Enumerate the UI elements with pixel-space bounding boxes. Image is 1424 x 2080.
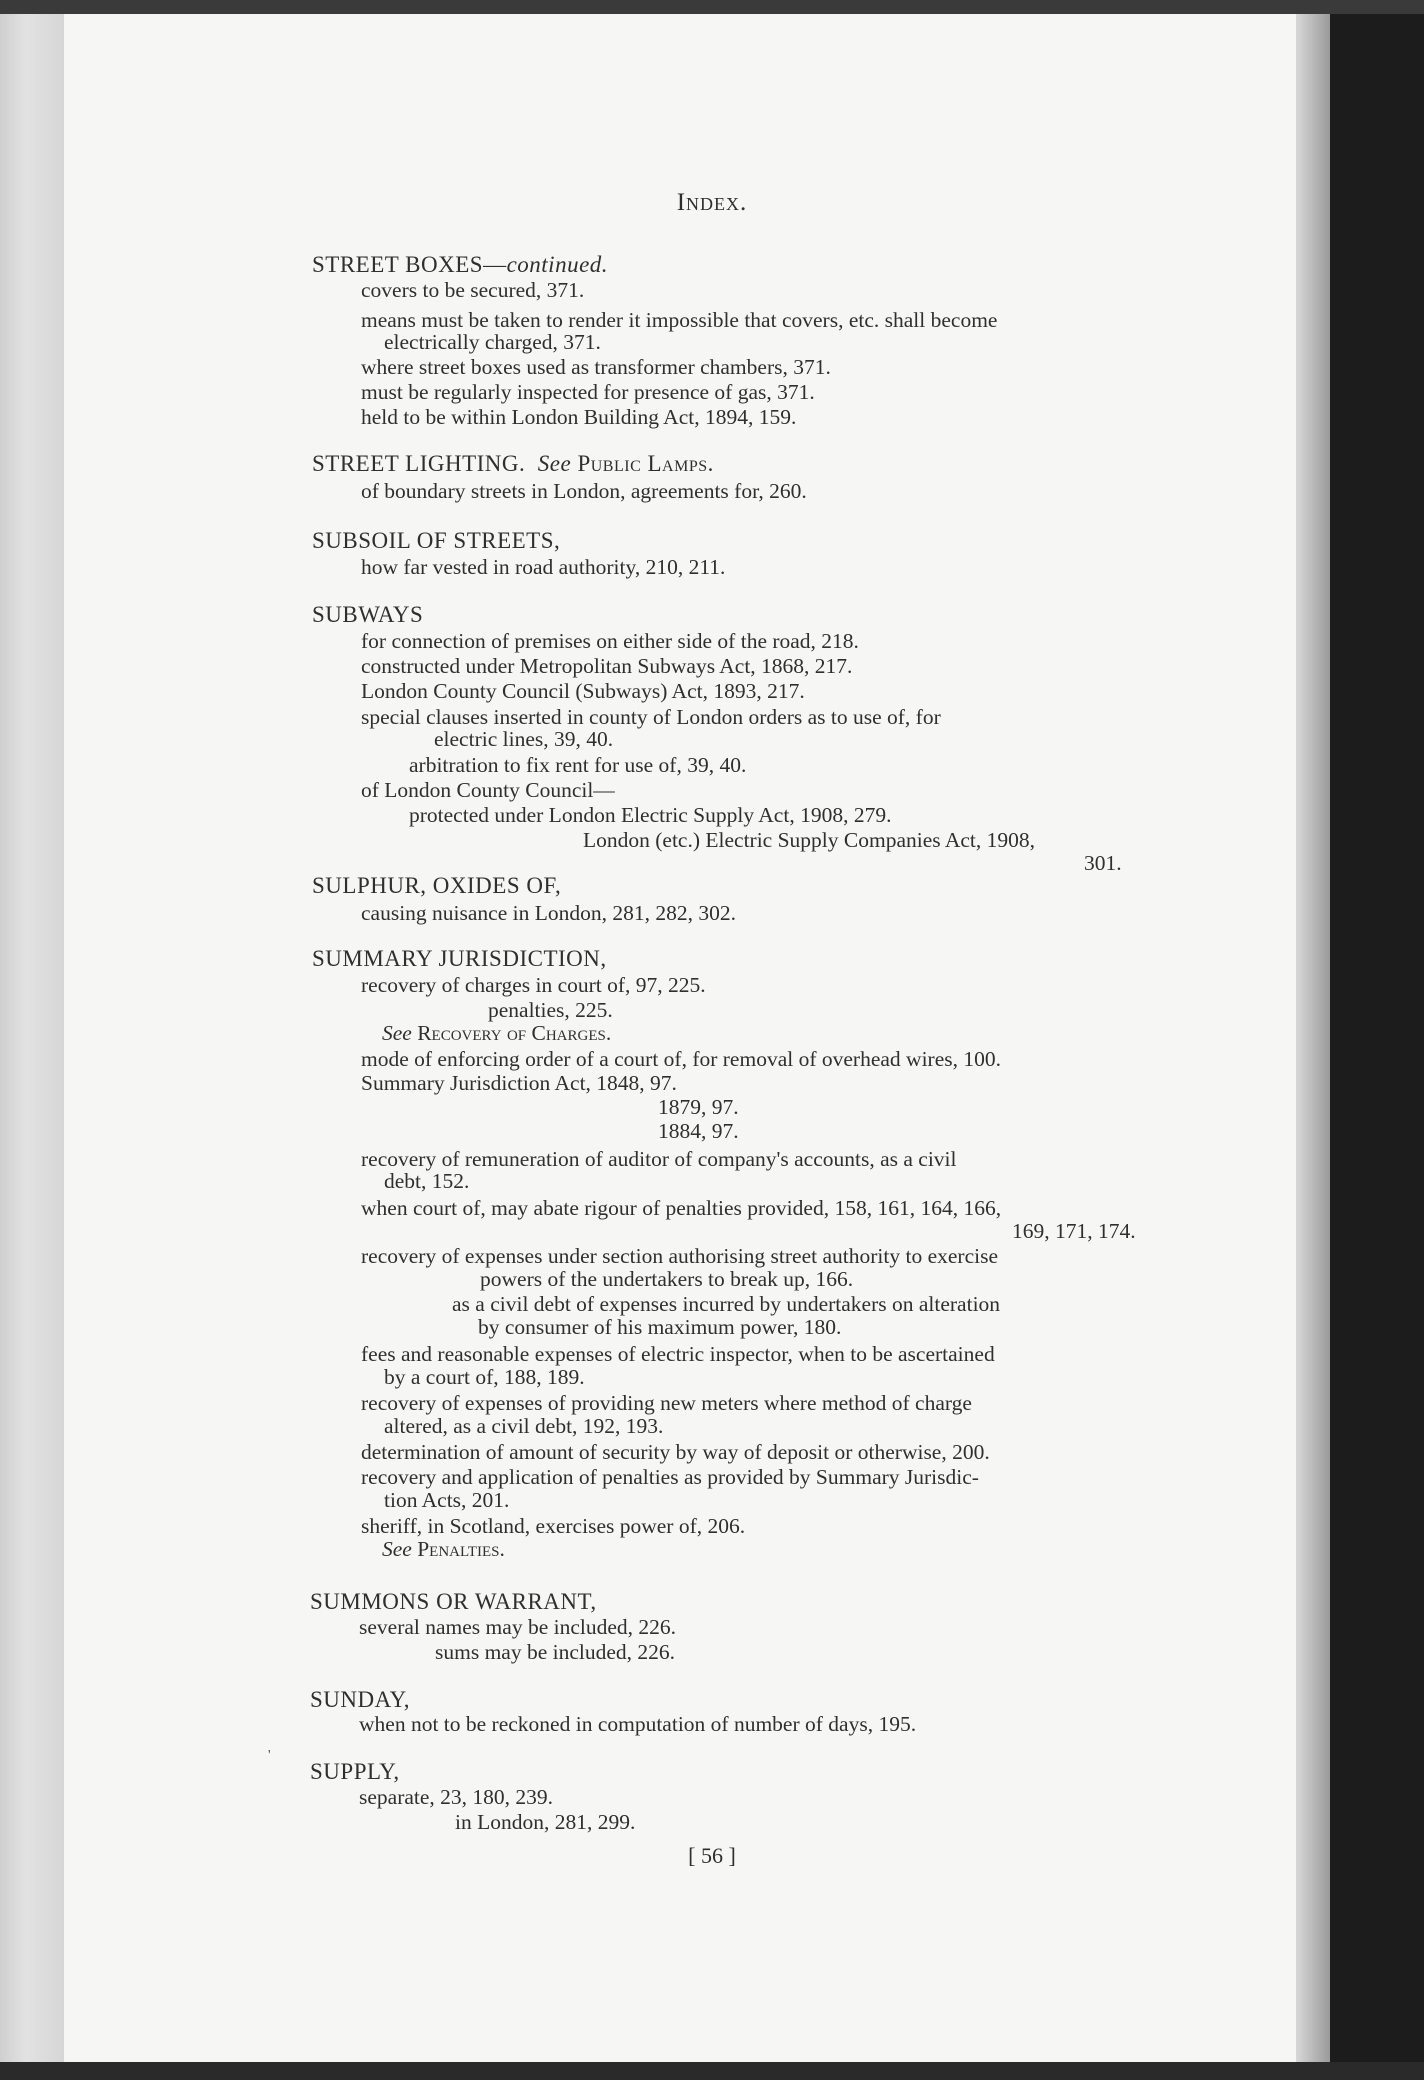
index-subentry: held to be within London Building Act, 1894, 159.	[361, 405, 797, 429]
stray-mark: '	[268, 1748, 271, 1763]
index-subentry: for connection of premises on either side of the road, 218.	[361, 629, 859, 653]
index-subentry: must be regularly inspected for presence of gas, 371.	[361, 380, 815, 404]
see-word: See	[382, 1021, 412, 1045]
index-subentry: recovery of charges in court of, 97, 225.	[361, 973, 706, 997]
page-gutter-shadow	[1296, 14, 1330, 2062]
heading-text: STREET LIGHTING.	[312, 451, 526, 476]
index-subentry-cont: 301.	[1084, 851, 1122, 875]
index-subentry: determination of amount of security by way of deposit or otherwise, 200.	[361, 1440, 990, 1464]
page-number: [ 56 ]	[688, 1843, 736, 1868]
entry-heading-street-boxes	[312, 253, 608, 277]
index-subentry: recovery and application of penalties as provided by Summary Jurisdic-	[361, 1465, 979, 1489]
index-subentry: covers to be secured, 371.	[361, 278, 585, 302]
index-subentry: several names may be included, 226.	[359, 1615, 677, 1639]
index-subentry: as a civil debt of expenses incurred by undertakers on alteration	[452, 1292, 1001, 1316]
see-word: See	[537, 451, 572, 476]
book-page-edges	[0, 0, 64, 2080]
see-reference	[382, 1537, 505, 1561]
index-subentry-cont: tion Acts, 201.	[384, 1488, 510, 1512]
index-subentry: 1879, 97.	[658, 1095, 739, 1119]
index-subentry: of boundary streets in London, agreements for, 260.	[361, 479, 807, 503]
index-subentry: how far vested in road authority, 210, 211.	[361, 555, 726, 579]
entry-heading-subways: SUBWAYS	[312, 602, 424, 627]
index-subentry: protected under London Electric Supply Act, 1908, 279.	[409, 803, 892, 827]
index-subentry-cont: 169, 171, 174.	[1012, 1219, 1136, 1243]
index-subentry: recovery of expenses under section authorising street authority to exercise	[361, 1244, 999, 1268]
index-subentry-cont: debt, 152.	[384, 1169, 470, 1193]
entry-heading-supply: SUPPLY,	[310, 1759, 400, 1784]
index-subentry: constructed under Metropolitan Subways Act, 1868, 217.	[361, 654, 853, 678]
index-subentry-cont: electric lines, 39, 40.	[434, 727, 614, 751]
entry-heading-subsoil: SUBSOIL OF STREETS,	[312, 528, 561, 553]
index-subentry-cont: by a court of, 188, 189.	[384, 1365, 585, 1389]
index-subentry: when not to be reckoned in computation of number of days, 195.	[359, 1712, 917, 1736]
index-subentry-cont: by consumer of his maximum power, 180.	[478, 1315, 842, 1339]
index-subentry: penalties, 225.	[488, 998, 613, 1022]
scan-top-border	[0, 0, 1424, 14]
index-subentry: London (etc.) Electric Supply Companies Act, 1908,	[583, 828, 1036, 852]
index-subentry: means must be taken to render it impossible that covers, etc. shall become	[361, 308, 998, 332]
index-subentry: sheriff, in Scotland, exercises power of, 206.	[361, 1514, 746, 1538]
cross-reference: Recovery of Charges.	[417, 1021, 612, 1045]
index-subentry: recovery of expenses of providing new meters where method of charge	[361, 1391, 972, 1415]
scan-bottom-border	[0, 2062, 1424, 2080]
heading-continued: continued.	[506, 252, 609, 277]
heading-text: STREET BOXES—	[312, 252, 507, 277]
index-subentry: sums may be included, 226.	[435, 1640, 676, 1664]
cross-reference: Penalties.	[417, 1537, 505, 1561]
index-subentry: 1884, 97.	[658, 1119, 739, 1143]
index-subentry: fees and reasonable expenses of electric inspector, when to be ascertained	[361, 1342, 995, 1366]
see-word: See	[382, 1537, 412, 1561]
index-subentry: separate, 23, 180, 239.	[359, 1785, 554, 1809]
index-subentry-cont: altered, as a civil debt, 192, 193.	[384, 1414, 664, 1438]
index-subentry: of London County Council—	[361, 778, 615, 802]
entry-heading-sunday: SUNDAY,	[310, 1687, 411, 1712]
cross-reference: Public Lamps.	[577, 451, 714, 476]
entry-heading-street-lighting	[312, 452, 714, 476]
index-subentry: when court of, may abate rigour of penalties provided, 158, 161, 164, 166,	[361, 1196, 1002, 1220]
index-subentry: causing nuisance in London, 281, 282, 302.	[361, 901, 737, 925]
index-subentry: mode of enforcing order of a court of, for removal of overhead wires, 100.	[361, 1047, 1001, 1071]
see-reference	[382, 1021, 611, 1045]
running-head: Index.	[676, 189, 748, 216]
index-subentry: London County Council (Subways) Act, 1893, 217.	[361, 679, 805, 703]
index-subentry: recovery of remuneration of auditor of company's accounts, as a civil	[361, 1147, 957, 1171]
index-subentry: where street boxes used as transformer chambers, 371.	[361, 355, 831, 379]
index-subentry: special clauses inserted in county of London orders as to use of, for	[361, 705, 941, 729]
index-subentry-cont: powers of the undertakers to break up, 166.	[480, 1267, 854, 1291]
index-subentry: in London, 281, 299.	[455, 1810, 636, 1834]
entry-heading-sulphur: SULPHUR, OXIDES OF,	[312, 873, 562, 898]
index-subentry: arbitration to fix rent for use of, 39, 40.	[409, 753, 747, 777]
index-subentry: Summary Jurisdiction Act, 1848, 97.	[361, 1071, 677, 1095]
index-subentry-cont: electrically charged, 371.	[384, 330, 601, 354]
entry-heading-summons: SUMMONS OR WARRANT,	[310, 1589, 597, 1614]
entry-heading-summary-jurisdiction: SUMMARY JURISDICTION,	[312, 946, 607, 971]
